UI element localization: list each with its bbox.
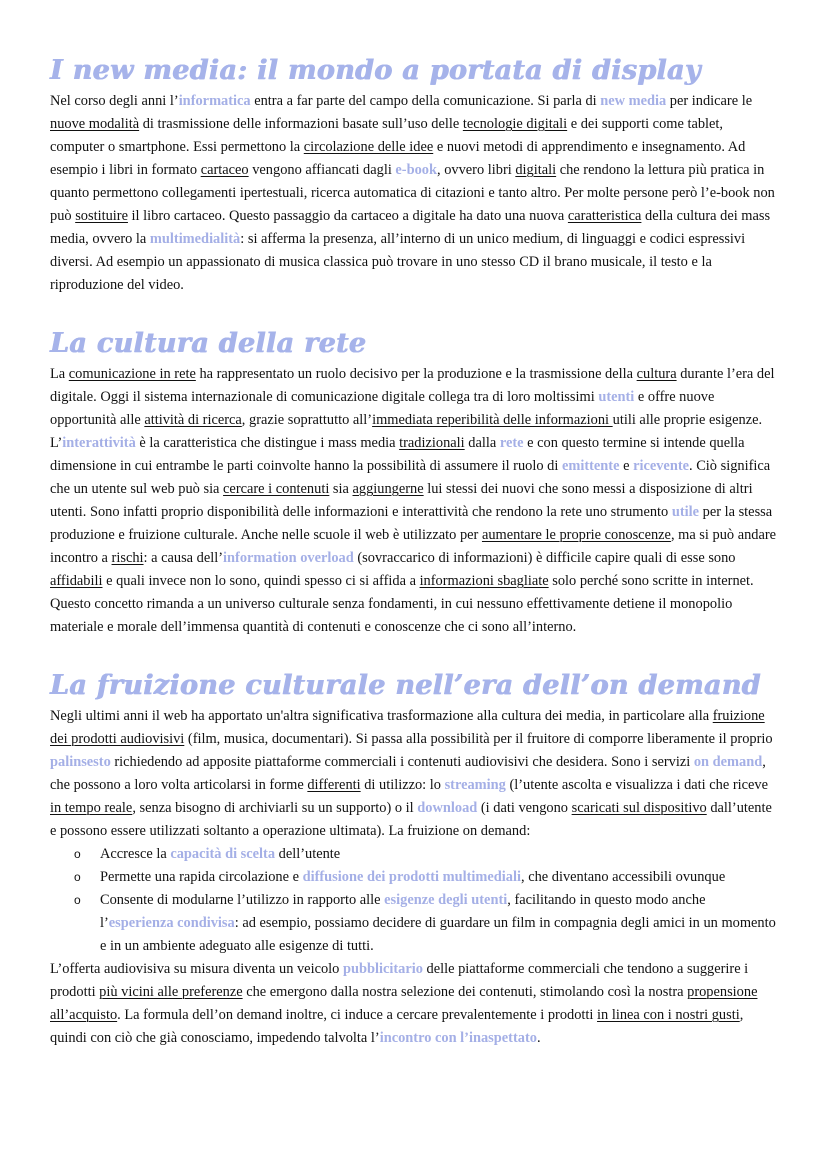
text-run: entra a far parte del campo della comunicazione. Si parla di [250,93,601,109]
text-run: il libro cartaceo. Questo passaggio da cartaceo a digitale ha dato una nuova [127,208,568,224]
highlighted-keyword: streaming [444,777,506,793]
text-run: (sovraccarico di informazioni) è difficile capire quali di esse sono [353,550,736,566]
highlighted-keyword: esperienza condivisa [108,915,235,931]
text-run: per indicare le [666,93,753,109]
highlighted-keyword: e-book [395,162,437,178]
underlined-term: tradizionali [399,435,465,451]
underlined-term: differenti [307,777,361,793]
text-run: lui stessi dei nuovi che sono messi a disposizione di altri utenti. Sono infatti proprio disponibilità delle informazioni e interattività che rendono la rete uno strumento [50,481,753,520]
text-run: : a causa dell’ [143,550,224,566]
highlighted-keyword: pubblicitario [342,961,423,977]
text-run: dell’utente [275,846,341,862]
highlighted-keyword: utile [671,504,700,520]
text-run: Accresce la [100,846,171,862]
underlined-term: attività di ricerca [144,412,242,428]
section-paragraph-cultura-rete [50,363,778,639]
underlined-term: tecnologie digitali [462,116,568,132]
text-run: , ovvero libri [437,162,516,178]
text-run: della cultura dei mass media, ovvero la [50,208,771,247]
text-run: . [536,1030,541,1046]
text-run: , facilitando in questo modo anche l’ [100,892,706,931]
text-run: che emergono dalla nostra selezione dei contenuti, stimolando così la nostra [242,984,688,1000]
underlined-term: affidabili [50,573,103,589]
underlined-term: cercare i contenuti [223,481,330,497]
underlined-term: digitali [515,162,557,178]
text-run: : si afferma la presenza, all’interno di un unico medium, di linguaggi e codici espressivi diversi. Ad esempio un appassionato di musica classica può trovare in uno stesso CD il brano musicale, il testo e la riproduzione del video. [50,231,746,293]
highlighted-keyword: new media [600,93,667,109]
text-run: , che diventano accessibili ovunque [521,869,726,885]
bullet-item [100,866,778,889]
highlighted-keyword: utenti [598,389,635,405]
text-run: è la caratteristica che distingue i mass media [135,435,400,451]
highlighted-keyword: download [417,800,478,816]
underlined-term: fruizione dei prodotti audiovisivi [50,708,765,747]
bullet-item [100,843,778,866]
text-run: utili alle proprie esigenze. L’ [50,412,763,451]
text-run: e nuovi metodi di apprendimento e insegnamento. Ad esempio i libri in formato [50,139,746,178]
text-run: Permette una rapida circolazione e [100,869,303,885]
text-run: (film, musica, documentari). Si passa alla possibilità per il fruitore di comporre liberamente il proprio [184,731,773,747]
highlighted-keyword: incontro con l’inaspettato [379,1030,537,1046]
highlighted-keyword: diffusione dei prodotti multimediali [302,869,521,885]
underlined-term: comunicazione in rete [68,366,196,382]
highlighted-keyword: on demand [693,754,763,770]
highlighted-keyword: capacità di scelta [170,846,276,862]
text-run: e dei supporti come tablet, computer o smartphone. Essi permettono la [50,116,724,155]
highlighted-keyword: ricevente [633,458,690,474]
text-run: , senza bisogno di archiviarli su un supporto) o il [132,800,418,816]
text-run: La [50,366,69,382]
highlighted-keyword: rete [499,435,524,451]
highlighted-keyword: emittente [561,458,620,474]
section-paragraph-new-media [50,90,778,297]
text-run: L’offerta audiovisiva su misura diventa un veicolo [50,961,343,977]
underlined-term: circolazione delle idee [303,139,434,155]
on-demand-bullet-list [50,843,778,958]
highlighted-keyword: multimedialità [149,231,241,247]
text-run: solo perché sono scritte in internet. Questo concetto rimanda a un universo culturale senza fondamenti, in cui nessuno effettivamente detiene il monopolio materiale e morale dell’immensa quantità di contenuti e conoscenze che ci sono all’interno. [50,573,754,635]
underlined-term: cartaceo [200,162,249,178]
text-run: di utilizzo: lo [360,777,445,793]
underlined-term: più vicini alle preferenze [99,984,243,1000]
section-title-cultura-rete: La cultura della rete [50,328,367,359]
section-paragraph-on-demand [50,705,778,843]
text-run: sia [329,481,353,497]
text-run: (i dati vengono [477,800,572,816]
text-run: durante l’era del digitale. Oggi il sistema internazionale di comunicazione digitale collega tra di loro moltissimi [50,366,775,405]
text-run: . Ciò significa che un utente sul web può sia [50,458,771,497]
text-run: ha rappresentato un ruolo decisivo per la produzione e la trasmissione della [195,366,637,382]
text-run: dall’utente e possono essere utilizzati soltanto a operazione ultimata). La fruizione on demand: [50,800,772,839]
text-run: , ma si può andare incontro a [50,527,777,566]
underlined-term: caratteristica [567,208,642,224]
text-run: e quali invece non lo sono, quindi spesso ci si affida a [102,573,420,589]
highlighted-keyword: information overload [223,550,354,566]
underlined-term: sostituire [75,208,128,224]
text-run: Negli ultimi anni il web ha apportato un'altra significativa trasformazione alla cultura dei media, in particolare alla [50,708,713,724]
underlined-term: informazioni sbagliate [419,573,549,589]
closing-paragraph-on-demand [50,958,778,1050]
highlighted-keyword: interattività [62,435,136,451]
text-run: Nel corso degli anni l’ [50,93,179,109]
text-run: : ad esempio, possiamo decidere di guardare un film in compagnia degli amici in un momento e in un ambiente adeguato alle esigenze di tutti. [100,915,776,954]
text-run: di trasmissione delle informazioni basate sull’uso delle [139,116,463,132]
highlighted-keyword: informatica [178,93,251,109]
text-run: per la stessa produzione e fruizione culturale. Anche nelle scuole il web è utilizzato per [50,504,773,543]
underlined-term: nuove modalità [50,116,140,132]
underlined-term: scaricati sul dispositivo [571,800,707,816]
text-run: che rendono la lettura più pratica in quanto permettono collegamenti ipertestuali, ricerca automatica di citazioni e tanto altro. Per molte persone però l’e-book non può [50,162,775,224]
underlined-term: aumentare le proprie conoscenze [481,527,671,543]
text-run: e [619,458,634,474]
text-run: , quindi con ciò che già conosciamo, impedendo talvolta l’ [50,1007,744,1046]
text-run: (l’utente ascolta e visualizza i dati che riceve [505,777,768,793]
text-run: e offre nuove opportunità alle [50,389,715,428]
underlined-term: aggiungerne [352,481,424,497]
section-title-new-media: I new media: il mondo a portata di display [50,55,701,86]
text-run: vengono affiancati dagli [248,162,396,178]
bullet-item [100,889,778,958]
text-run: Consente di modularne l’utilizzo in rapporto alle [100,892,385,908]
highlighted-keyword: palinsesto [50,754,111,770]
text-run: , grazie soprattutto all’ [241,412,373,428]
section-title-on-demand: La fruizione culturale nell’era dell’on demand [50,670,761,701]
underlined-term: rischi [111,550,144,566]
text-run: , che possono a loro volta articolarsi in forme [50,754,766,793]
underlined-term: immediata reperibilità delle informazioni [372,412,613,428]
underlined-term: propensione all’acquisto [50,984,758,1023]
text-run: . La formula dell’on demand inoltre, ci induce a cercare prevalentemente i prodotti [117,1007,598,1023]
text-run: e con questo termine si intende quella dimensione in cui entrambe le parti coinvolte hanno la possibilità di assumere il ruolo di [50,435,745,474]
underlined-term: in linea con i nostri gusti [597,1007,740,1023]
underlined-term: cultura [636,366,677,382]
highlighted-keyword: esigenze degli utenti [384,892,508,908]
underlined-term: in tempo reale [50,800,133,816]
text-run: delle piattaforme commerciali che tendono a suggerire i prodotti [50,961,749,1000]
text-run: dalla [464,435,500,451]
text-run: richiedendo ad apposite piattaforme commerciali i contenuti audiovisivi che desidera. Sono i servizi [110,754,694,770]
